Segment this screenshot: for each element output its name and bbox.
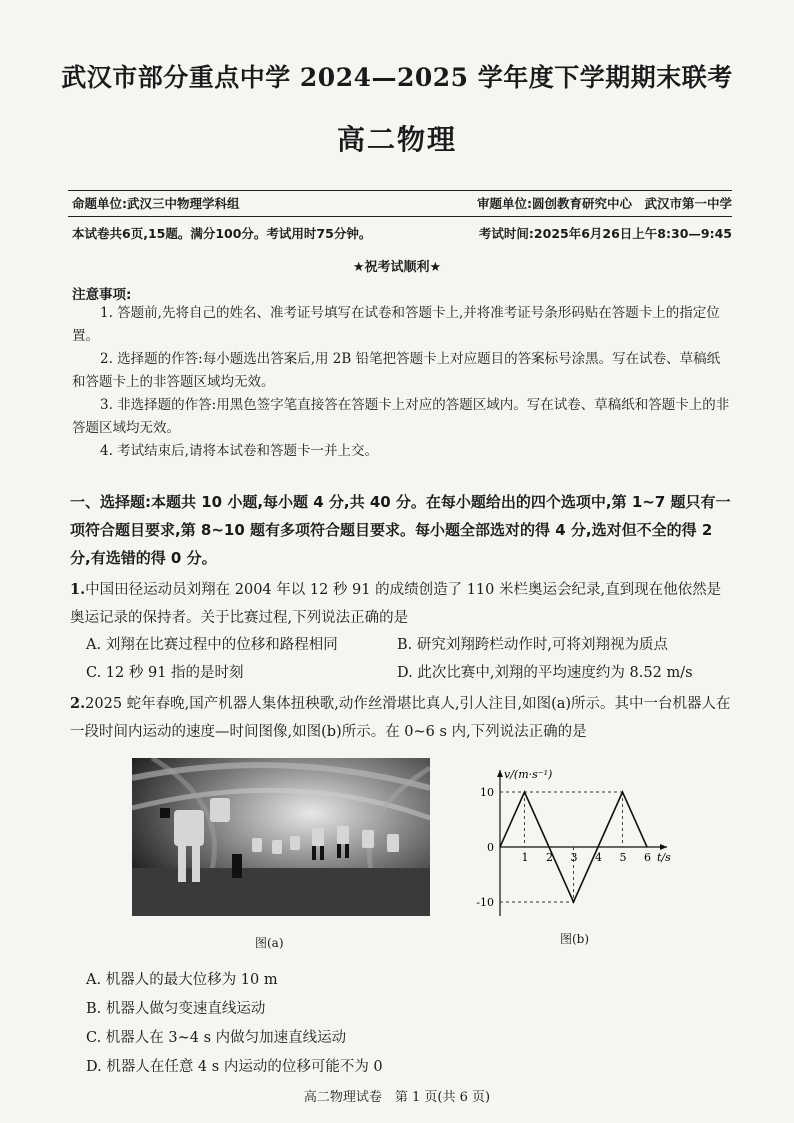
review-unit: 审题单位:圆创教育研究中心 武汉市第一中学 [477,196,732,211]
x-axis-arrow [660,844,667,850]
x-tick-label: 3 [570,851,578,864]
notes-heading: 注意事项: [72,287,132,303]
q1-option-a: A. 刘翔在比赛过程中的位移和路程相同 [86,637,338,653]
velocity-time-chart [470,752,690,924]
figure-a-caption: 图(a) [255,936,284,950]
y-tick-label: 0 [487,841,494,854]
y-axis-arrow [497,770,503,777]
question-number: 2. [70,695,86,712]
page-footer: 高二物理试卷 第 1 页(共 6 页) [303,1090,491,1105]
note-item: 1. 答题前,先将自己的姓名、准考证号填写在试卷和答题卡上,并将准考证号条形码贴在答题卡上的指定位置。 [72,305,720,344]
x-tick-label: 5 [619,851,627,864]
x-tick-label: 6 [644,851,651,864]
q2-option-a: A. 机器人的最大位移为 10 m [86,972,278,988]
subject-title: 高二物理 [336,123,457,156]
y-tick-label: 10 [480,786,494,799]
section-1-instructions: 一、选择题:本题共 10 小题,每小题 4 分,共 40 分。在每小题给出的四个选项中,第 1~7 题只有一项符合题目要求,第 8~10 题有多项符合题目要求。每小题全部选对的得 4 分,选对但不全的得 2 分,有选错的得 0 分。 [70,493,731,567]
q1-option-d: D. 此次比赛中,刘翔的平均速度约为 8.52 m/s [397,665,693,681]
x-tick-label: 2 [546,851,553,864]
question-text: 2025 蛇年春晚,国产机器人集体扭秧歌,动作丝滑堪比真人,引人注目,如图(a)所示。其中一台机器人在一段时间内运动的速度—时间图像,如图(b)所示。在 0~6 s 内,下列说法正确的是 [70,696,731,740]
x-tick-label: 1 [521,851,529,864]
y-axis-label: v/(m·s⁻¹) [504,768,553,781]
q1-option-b: B. 研究刘翔跨栏动作时,可将刘翔视为质点 [397,637,668,653]
note-item: 2. 选择题的作答:每小题选出答案后,用 2B 铅笔把答题卡上对应题目的答案标号涂黑。写在试卷、草稿纸和答题卡上的非答题区域均无效。 [72,351,721,390]
header-rule-bottom [68,216,732,217]
author-unit: 命题单位:武汉三中物理学科组 [72,196,240,211]
y-tick-label: -10 [476,896,494,909]
exam-time: 考试时间:2025年6月26日上午8:30—9:45 [478,226,732,241]
note-item: 3. 非选择题的作答:用黑色签字笔直接答在答题卡上对应的答题区域内。写在试卷、草稿纸和答题卡上的非答题区域均无效。 [72,397,730,436]
question-1-stem [70,576,734,632]
exam-info: 本试卷共6页,15题。满分100分。考试用时75分钟。 [72,226,372,241]
question-number: 1. [70,581,86,598]
question-text: 中国田径运动员刘翔在 2004 年以 12 秒 91 的成绩创造了 110 米栏奥运会纪录,直到现在他依然是奥运记录的保持者。关于比赛过程,下列说法正确的是 [70,582,722,626]
robot-dance-illustration [132,758,430,916]
q2-option-b: B. 机器人做匀变速直线运动 [86,1001,266,1017]
note-item: 4. 考试结束后,请将本试卷和答题卡一并上交。 [100,443,378,459]
q2-option-c: C. 机器人在 3~4 s 内做匀加速直线运动 [86,1030,347,1046]
q1-option-c: C. 12 秒 91 指的是时刻 [86,665,244,681]
header-rule-top [68,190,732,191]
question-2-stem [70,690,734,746]
exam-title: 武汉市部分重点中学 2024—2025 学年度下学期期末联考 [61,63,733,92]
x-axis-label: t/s [657,851,671,864]
good-luck-banner: ★祝考试顺利★ [352,260,442,275]
figure-b-caption: 图(b) [560,932,590,946]
robot-dance-photo [132,758,430,916]
q2-option-d: D. 机器人在任意 4 s 内运动的位移可能不为 0 [86,1059,383,1075]
x-tick-label: 4 [595,851,602,864]
